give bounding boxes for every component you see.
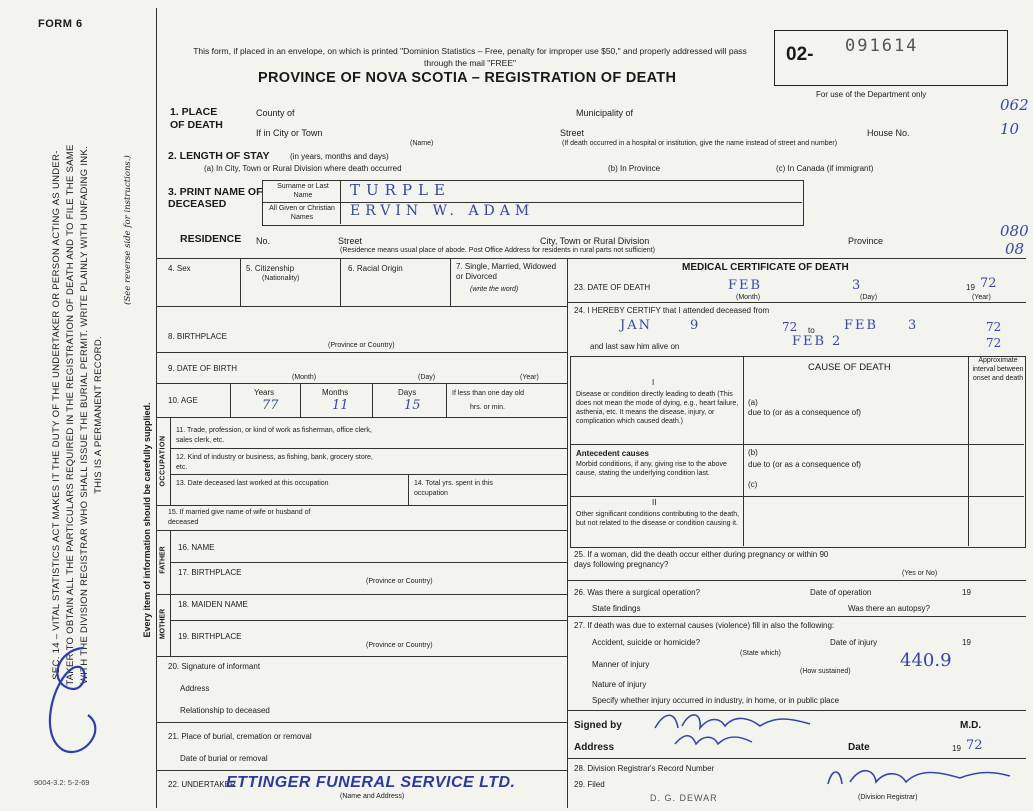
spouse-label: 15. If married give name of wife or husband of deceased bbox=[168, 509, 311, 526]
mother-maiden-label: 18. MAIDEN NAME bbox=[178, 600, 248, 609]
last-saw-day: 2 bbox=[832, 334, 841, 349]
father-tag: FATHER bbox=[159, 546, 167, 574]
physician-address-ink bbox=[670, 728, 760, 750]
antecedent-label: Antecedent causes bbox=[576, 449, 649, 458]
city-label: If in City or Town bbox=[256, 128, 323, 138]
part-ii: II bbox=[652, 498, 657, 507]
how-sustained-hint: (How sustained) bbox=[800, 668, 851, 675]
registrar-record-label: 28. Division Registrar's Record Number bbox=[574, 764, 715, 773]
age-months-value: 11 bbox=[332, 398, 349, 413]
hrs-min-label: hrs. or min. bbox=[470, 404, 506, 411]
attended-from-year: 72 bbox=[782, 320, 798, 334]
manner-label: Manner of injury bbox=[592, 660, 650, 669]
given-names-label: All Given or Christian Names bbox=[269, 205, 335, 221]
death-year-hint: (Year) bbox=[972, 294, 991, 301]
father-name-label: 16. NAME bbox=[178, 543, 215, 552]
dept-code-1: 062 bbox=[1000, 96, 1029, 114]
registrar-name: D. G. DEWAR bbox=[650, 793, 718, 803]
age-days-value: 15 bbox=[404, 398, 421, 413]
state-findings-label: State findings bbox=[592, 604, 641, 613]
date-of-death-label: 23. DATE OF DEATH bbox=[574, 283, 651, 292]
mother-tag: MOTHER bbox=[159, 608, 167, 640]
interval-heading: Approximate interval between onset and death bbox=[972, 357, 1024, 382]
stay-hint: (in years, months and days) bbox=[290, 152, 389, 161]
death-month: FEB bbox=[728, 278, 763, 293]
sign-date-label: Date bbox=[848, 742, 870, 753]
length-of-stay-label: 2. LENGTH OF STAY bbox=[168, 150, 270, 162]
age-months-label: Months bbox=[322, 388, 349, 397]
division-registrar-hint: (Division Registrar) bbox=[858, 794, 918, 801]
residence-hint: (Residence means usual place of abode. Post Office Address for residents in rural parts not sufficient) bbox=[340, 247, 655, 254]
death-year: 72 bbox=[980, 276, 997, 291]
occ-trade-label: 11. Trade, profession, or kind of work as fisherman, office clerk, sales clerk, etc. bbox=[176, 427, 372, 444]
death-day: 3 bbox=[852, 278, 861, 293]
cause-a-label: (a) bbox=[748, 398, 758, 407]
specify-label: Specify whether injury occurred in industry, in home, or in public place bbox=[592, 696, 840, 705]
undertaker-label: 22. UNDERTAKER bbox=[168, 780, 236, 789]
mother-birthplace-hint: (Province or Country) bbox=[366, 642, 433, 649]
sign-year-prefix: 19 bbox=[952, 744, 961, 753]
registration-prefix: 02- bbox=[786, 44, 814, 65]
burial-date-label: Date of burial or removal bbox=[180, 754, 268, 763]
hospital-hint: (If death occurred in a hospital or institution, give the name instead of street and number) bbox=[562, 140, 838, 147]
birthplace-hint: (Province or Country) bbox=[328, 342, 395, 349]
operation-date-label: Date of operation bbox=[810, 588, 872, 597]
physician-address-label: Address bbox=[574, 742, 615, 753]
city-name-hint: (Name) bbox=[410, 140, 434, 147]
due-to-2: due to (or as a consequence of) bbox=[748, 460, 861, 469]
filed-label: 29. Filed bbox=[574, 780, 605, 789]
birthplace-label: 8. BIRTHPLACE bbox=[168, 332, 227, 341]
medical-heading: MEDICAL CERTIFICATE OF DEATH bbox=[682, 262, 849, 273]
father-birthplace-hint: (Province or Country) bbox=[366, 578, 433, 585]
stay-a-label: (a) In City, Town or Rural Division where death occurred bbox=[204, 164, 402, 173]
municipality-label: Municipality of bbox=[576, 108, 634, 118]
left-border bbox=[156, 8, 157, 808]
citizenship-label: 5. Citizenship bbox=[246, 264, 295, 273]
certify-label: 24. I HEREBY CERTIFY that I attended deceased from bbox=[574, 306, 770, 315]
marital-label: 7. Single, Married, Widowed or Divorced bbox=[456, 262, 557, 281]
print-name-label: 3. PRINT NAME OF DECEASED bbox=[168, 186, 263, 210]
residence-city-label: City, Town or Rural Division bbox=[540, 236, 650, 246]
attended-from-day: 9 bbox=[690, 318, 699, 333]
attended-from-month: JAN bbox=[620, 318, 652, 333]
dept-code-2: 10 bbox=[1000, 120, 1020, 138]
less-than-day-label: If less than one day old bbox=[452, 390, 524, 397]
column-divider bbox=[567, 258, 568, 808]
residence-province-label: Province bbox=[848, 236, 884, 246]
street-label: Street bbox=[560, 128, 585, 138]
morbid-label: Morbid conditions, if any, giving rise to the above cause, stating the underlying condition last. bbox=[576, 461, 727, 477]
cause-heading: CAUSE OF DEATH bbox=[808, 362, 891, 373]
injury-date-label: Date of injury bbox=[830, 638, 878, 647]
form-title: PROVINCE OF NOVA SCOTIA – REGISTRATION OF DEATH bbox=[258, 70, 677, 86]
residence-no-label: No. bbox=[256, 236, 271, 246]
name-address-hint: (Name and Address) bbox=[340, 793, 405, 800]
mother-birthplace-label: 19. BIRTHPLACE bbox=[178, 632, 242, 641]
surname-label: Surname or Last Name bbox=[277, 183, 329, 199]
informant-address-label: Address bbox=[180, 684, 210, 693]
statute-text: SEC. 14 – VITAL STATISTICS ACT MAKES IT THE DUTY OF THE UNDERTAKER OR PERSON ACTING AS UNDER-TAKER TO OBTAIN ALL THE PARTICULARS REQUIRED IN THE REGISTRATION OF DEATH AND TO FILE THE SAME WITH THE DIVISION REGISTRAR WHO SHALL ISSUE THE BURIAL PERMIT. WRITE PLAINLY WITH UNFADING INK. THIS IS A PERMANENT RECORD. bbox=[51, 144, 104, 686]
last-saw-month: FEB bbox=[792, 334, 827, 349]
form-code: 9004-3.2: 5-2-69 bbox=[34, 778, 90, 787]
last-saw-year: 72 bbox=[986, 336, 1002, 350]
dob-month: (Month) bbox=[292, 374, 317, 381]
place-of-death-label: 1. PLACE OF DEATH bbox=[170, 106, 223, 131]
dob-year: (Year) bbox=[520, 374, 539, 381]
part-i: I bbox=[652, 378, 655, 387]
reverse-instructions: (See reverse side for instructions.) bbox=[123, 155, 133, 305]
state-which-hint: (State which) bbox=[740, 650, 781, 657]
attended-to-day: 3 bbox=[908, 318, 917, 333]
nature-label: Nature of injury bbox=[592, 680, 647, 689]
write-word-hint: (write the word) bbox=[470, 286, 519, 293]
classification-code: 440.9 bbox=[900, 650, 952, 671]
dob-label: 9. DATE OF BIRTH bbox=[168, 364, 238, 373]
surname-value: TURPLE bbox=[350, 181, 451, 199]
death-year-prefix: 19 bbox=[966, 283, 975, 292]
cause-c-label: (c) bbox=[748, 480, 758, 489]
signed-by-label: Signed by bbox=[574, 720, 622, 731]
rule-medical-top bbox=[156, 258, 1026, 259]
occ-industry-label: 12. Kind of industry or business, as fishing, bank, grocery store, etc. bbox=[176, 454, 373, 471]
careful-note: Every item of information should be carefully supplied. bbox=[142, 402, 152, 638]
injury-year-prefix: 19 bbox=[962, 638, 971, 647]
due-to-1: due to (or as a consequence of) bbox=[748, 408, 861, 417]
md-label: M.D. bbox=[960, 720, 982, 731]
stay-b-label: (b) In Province bbox=[608, 164, 661, 173]
external-causes-question: 27. If death was due to external causes (violence) fill in also the following: bbox=[574, 621, 835, 630]
pregnancy-question: 25. If a woman, did the death occur either during pregnancy or within 90 days following pregnancy? bbox=[574, 550, 829, 569]
residence-label: RESIDENCE bbox=[180, 233, 242, 245]
house-label: House No. bbox=[867, 128, 910, 138]
residence-street-label: Street bbox=[338, 236, 363, 246]
stay-c-label: (c) In Canada (if immigrant) bbox=[776, 164, 874, 173]
county-label: County of bbox=[256, 108, 295, 118]
death-month-hint: (Month) bbox=[736, 294, 761, 301]
occupation-tag: OCCUPATION bbox=[159, 435, 167, 487]
age-days-label: Days bbox=[398, 388, 417, 397]
given-names-value: ERVIN W. ADAM bbox=[350, 203, 535, 219]
occ-total-years-label: 14. Total yrs. spent in this occupation bbox=[414, 480, 493, 497]
attended-to-label: to bbox=[808, 326, 815, 335]
sex-label: 4. Sex bbox=[168, 264, 191, 273]
disease-label: Disease or condition directly leading to death (This does not mean the mode of dying, e.g., heart failure, asthenia, etc. It means the disease, injury, or complication which caused death.) bbox=[576, 391, 739, 425]
other-conditions-label: Other significant conditions contributing to the death, but not related to the disease or condition causing it. bbox=[576, 511, 740, 527]
mail-notice: This form, if placed in an envelope, on which is printed "Dominion Statistics – Free, penalty for improper use $50," and properly addressed will pass through the mail "FREE" bbox=[193, 46, 747, 68]
department-use-label: For use of the Department only bbox=[816, 90, 927, 99]
informant-label: 20. Signature of informant bbox=[168, 662, 261, 671]
attended-to-month: FEB bbox=[844, 318, 879, 333]
registrar-signature bbox=[820, 760, 1020, 794]
dept-code-4: 08 bbox=[1005, 240, 1025, 258]
yes-no-hint: (Yes or No) bbox=[902, 570, 938, 577]
cause-b-label: (b) bbox=[748, 448, 758, 457]
age-label: 10. AGE bbox=[168, 396, 198, 405]
relationship-label: Relationship to deceased bbox=[180, 706, 270, 715]
sign-year: 72 bbox=[966, 738, 983, 753]
accident-label: Accident, suicide or homicide? bbox=[592, 638, 701, 647]
form-number: FORM 6 bbox=[38, 18, 83, 30]
burial-place-label: 21. Place of burial, cremation or removal bbox=[168, 732, 312, 741]
attended-to-year: 72 bbox=[986, 320, 1002, 334]
registration-number: 091614 bbox=[845, 36, 919, 56]
father-birthplace-label: 17. BIRTHPLACE bbox=[178, 568, 242, 577]
death-day-hint: (Day) bbox=[860, 294, 878, 301]
occ-last-worked-label: 13. Date deceased last worked at this occupation bbox=[176, 480, 329, 487]
nationality-hint: (Nationality) bbox=[262, 275, 300, 282]
age-years-value: 77 bbox=[262, 398, 279, 413]
surgical-question: 26. Was there a surgical operation? bbox=[574, 588, 700, 597]
operation-year-prefix: 19 bbox=[962, 588, 971, 597]
autopsy-question: Was there an autopsy? bbox=[848, 604, 930, 613]
racial-origin-label: 6. Racial Origin bbox=[348, 264, 403, 273]
last-saw-label: and last saw him alive on bbox=[590, 342, 680, 351]
undertaker-stamp: ETTINGER FUNERAL SERVICE LTD. bbox=[226, 774, 516, 791]
dob-day: (Day) bbox=[418, 374, 436, 381]
dept-code-3: 080 bbox=[1000, 222, 1029, 240]
age-years-label: Years bbox=[254, 388, 275, 397]
margin-ink-mark bbox=[28, 640, 118, 760]
